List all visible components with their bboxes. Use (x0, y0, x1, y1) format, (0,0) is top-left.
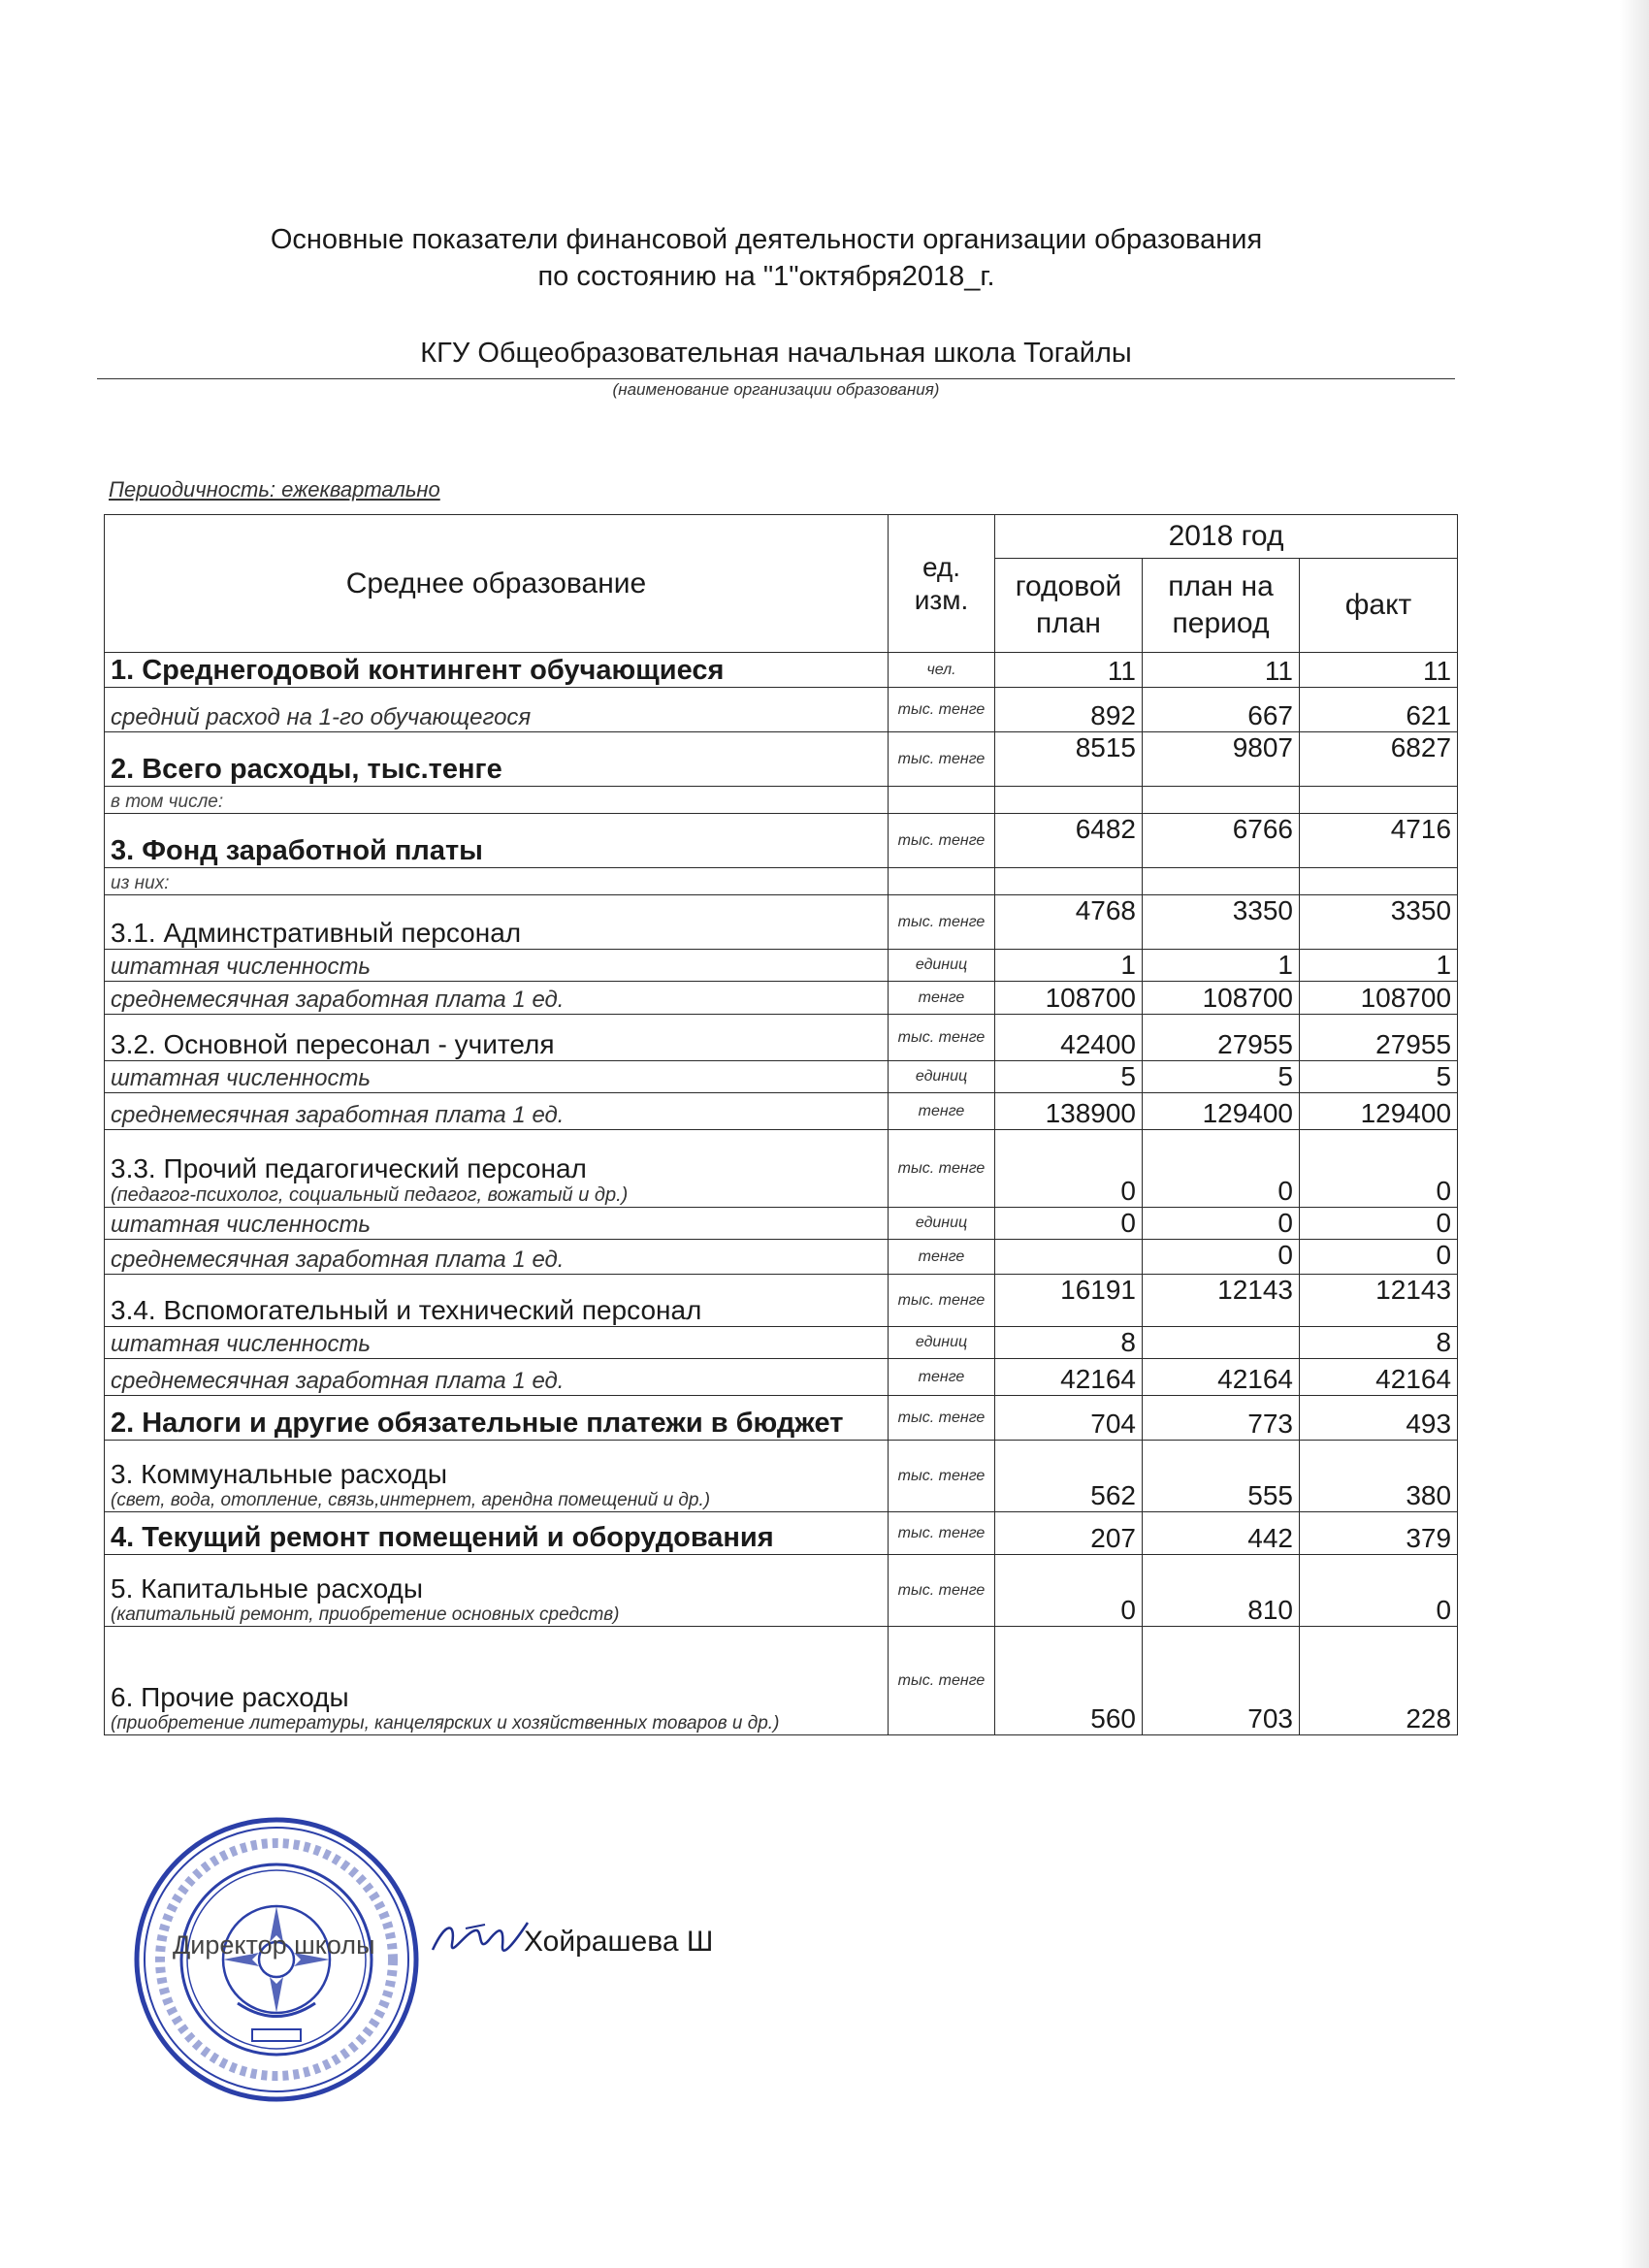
cell-fact: 3350 (1300, 895, 1458, 950)
cell-period (1143, 1327, 1300, 1359)
table-row (105, 787, 1458, 814)
row-unit: тыс. тенге (889, 732, 995, 787)
row-unit: тенге (889, 1093, 995, 1130)
row-label: 1. Среднегодовой контингент обучающиеся (111, 655, 725, 686)
table-row (105, 868, 1458, 895)
row-note: (педагог-психолог, социальный педагог, вожатый и др.) (111, 1184, 629, 1206)
row-note: (приобретение литературы, канцелярских и хозяйственных товаров и др.) (111, 1713, 780, 1733)
row-label: 3.2. Основной пересонал - учителя (111, 1029, 555, 1059)
row-unit: тенге (889, 1359, 995, 1396)
row-unit: тыс. тенге (889, 688, 995, 732)
document-title (252, 221, 1280, 295)
table-row (105, 688, 1458, 732)
cell-annual (995, 868, 1143, 895)
cell-fact: 0 (1300, 1240, 1458, 1275)
row-label: штатная численность (111, 1212, 372, 1238)
cell-fact: 0 (1300, 1130, 1458, 1208)
financial-table (104, 514, 1458, 1735)
cell-fact: 12143 (1300, 1275, 1458, 1327)
title-line-1: Основные показатели финансовой деятельности организации образования (270, 224, 1263, 255)
row-unit: тыс. тенге (889, 1512, 995, 1555)
cell-fact (1300, 868, 1458, 895)
periodicity-label: Периодичность: ежеквартально (109, 477, 440, 502)
cell-period: 27955 (1143, 1015, 1300, 1061)
cell-period: 0 (1143, 1240, 1300, 1275)
cell-period: 11 (1143, 653, 1300, 688)
cell-annual: 892 (995, 688, 1143, 732)
row-unit: тенге (889, 1240, 995, 1275)
table-row (105, 814, 1458, 868)
row-label: 5. Капитальные расходы (111, 1573, 424, 1604)
cell-fact: 379 (1300, 1512, 1458, 1555)
row-label: штатная численность (111, 1331, 372, 1357)
cell-period: 3350 (1143, 895, 1300, 950)
row-unit: тыс. тенге (889, 1015, 995, 1061)
cell-period: 5 (1143, 1061, 1300, 1093)
row-unit: единиц (889, 1061, 995, 1093)
cell-period: 108700 (1143, 982, 1300, 1015)
scan-edge (1620, 0, 1649, 2268)
cell-period: 703 (1143, 1627, 1300, 1735)
cell-fact: 8 (1300, 1327, 1458, 1359)
table-row (105, 1396, 1458, 1441)
row-unit: чел. (889, 653, 995, 688)
table-row (105, 1208, 1458, 1240)
cell-annual: 5 (995, 1061, 1143, 1093)
cell-period: 0 (1143, 1130, 1300, 1208)
organization-caption: (наименование организации образования) (612, 380, 940, 399)
cell-fact: 27955 (1300, 1015, 1458, 1061)
row-unit: тыс. тенге (889, 1627, 995, 1735)
cell-period: 12143 (1143, 1275, 1300, 1327)
row-label: 3.3. Прочий педагогический персонал (111, 1153, 587, 1183)
row-label: 6. Прочие расходы (111, 1682, 349, 1712)
cell-period: 667 (1143, 688, 1300, 732)
cell-annual: 8515 (995, 732, 1143, 787)
table-row (105, 895, 1458, 950)
cell-fact: 1 (1300, 950, 1458, 982)
table-row (105, 732, 1458, 787)
row-note: (свет, вода, отопление, связь,интернет, арендна помещений и др.) (111, 1490, 711, 1510)
header-unit: ед. изм. (889, 515, 995, 653)
row-unit: тыс. тенге (889, 895, 995, 950)
row-unit: тыс. тенге (889, 814, 995, 868)
cell-annual: 560 (995, 1627, 1143, 1735)
cell-fact: 129400 (1300, 1093, 1458, 1130)
row-note: (капитальный ремонт, приобретение основных средств) (111, 1604, 620, 1625)
row-label: 4. Текущий ремонт помещений и оборудования (111, 1522, 774, 1553)
cell-period: 442 (1143, 1512, 1300, 1555)
row-unit: тыс. тенге (889, 1441, 995, 1512)
cell-period: 773 (1143, 1396, 1300, 1441)
header-period-plan: план на период (1143, 559, 1300, 653)
cell-annual (995, 1240, 1143, 1275)
table-row (105, 950, 1458, 982)
table-row (105, 1512, 1458, 1555)
cell-annual: 6482 (995, 814, 1143, 868)
organization-name: КГУ Общеобразовательная начальная школа Тогайлы (420, 338, 1132, 369)
table-row (105, 1327, 1458, 1359)
cell-period: 42164 (1143, 1359, 1300, 1396)
cell-fact: 0 (1300, 1555, 1458, 1627)
cell-period (1143, 868, 1300, 895)
row-label: 2. Налоги и другие обязательные платежи в бюджет (111, 1408, 844, 1439)
cell-annual: 1 (995, 950, 1143, 982)
row-label: 3.4. Вспомогательный и технический персонал (111, 1295, 702, 1325)
table-row (105, 1275, 1458, 1327)
title-line-2: по состоянию на "1"октября2018_г. (537, 261, 995, 292)
cell-period: 555 (1143, 1441, 1300, 1512)
cell-fact (1300, 787, 1458, 814)
row-label: 3. Фонд заработной платы (111, 835, 483, 866)
cell-period: 1 (1143, 950, 1300, 982)
row-unit: тенге (889, 982, 995, 1015)
table-row (105, 1130, 1458, 1208)
row-label: штатная численность (111, 954, 372, 980)
cell-fact: 621 (1300, 688, 1458, 732)
row-unit: тыс. тенге (889, 1130, 995, 1208)
row-label: средний расход на 1-го обучающегося (111, 704, 532, 730)
row-label: среднемесячная заработная плата 1 ед. (111, 1247, 565, 1273)
row-label: из них: (111, 873, 170, 893)
cell-annual: 138900 (995, 1093, 1143, 1130)
cell-annual: 11 (995, 653, 1143, 688)
cell-fact: 228 (1300, 1627, 1458, 1735)
cell-fact: 11 (1300, 653, 1458, 688)
table-row (105, 1093, 1458, 1130)
table-row (105, 1015, 1458, 1061)
cell-annual: 0 (995, 1555, 1143, 1627)
cell-period: 810 (1143, 1555, 1300, 1627)
row-label: среднемесячная заработная плата 1 ед. (111, 1102, 565, 1128)
row-unit: тыс. тенге (889, 1555, 995, 1627)
table-row (105, 1359, 1458, 1396)
cell-fact: 493 (1300, 1396, 1458, 1441)
cell-annual (995, 787, 1143, 814)
cell-annual: 704 (995, 1396, 1143, 1441)
organization-underline (97, 378, 1455, 379)
cell-period (1143, 787, 1300, 814)
table-row (105, 982, 1458, 1015)
row-label: среднемесячная заработная плата 1 ед. (111, 987, 565, 1013)
row-unit (889, 787, 995, 814)
row-unit: единиц (889, 950, 995, 982)
row-unit: единиц (889, 1208, 995, 1240)
director-name: Хойрашева Ш (524, 1926, 714, 1958)
table-row (105, 1441, 1458, 1512)
signature-icon (427, 1911, 534, 1969)
cell-annual: 42400 (995, 1015, 1143, 1061)
table-row (105, 1555, 1458, 1627)
cell-fact: 5 (1300, 1061, 1458, 1093)
row-unit: тыс. тенге (889, 1396, 995, 1441)
director-label: Директор школы (173, 1930, 375, 1960)
header-annual-plan: годовой план (995, 559, 1143, 653)
cell-fact: 42164 (1300, 1359, 1458, 1396)
row-label: среднемесячная заработная плата 1 ед. (111, 1368, 565, 1394)
cell-annual: 16191 (995, 1275, 1143, 1327)
cell-fact: 4716 (1300, 814, 1458, 868)
cell-annual: 562 (995, 1441, 1143, 1512)
cell-annual: 108700 (995, 982, 1143, 1015)
header-year: 2018 год (995, 515, 1458, 559)
row-label: 2. Всего расходы, тыс.тенге (111, 754, 502, 785)
cell-annual: 8 (995, 1327, 1143, 1359)
table-row (105, 1240, 1458, 1275)
row-label: в том числе: (111, 792, 224, 812)
row-unit (889, 868, 995, 895)
cell-fact: 6827 (1300, 732, 1458, 787)
row-label: 3.1. Админстративный персонал (111, 918, 522, 948)
cell-annual: 0 (995, 1208, 1143, 1240)
cell-period: 0 (1143, 1208, 1300, 1240)
cell-annual: 0 (995, 1130, 1143, 1208)
cell-fact: 0 (1300, 1208, 1458, 1240)
cell-period: 9807 (1143, 732, 1300, 787)
cell-fact: 380 (1300, 1441, 1458, 1512)
table-row (105, 1627, 1458, 1735)
cell-annual: 4768 (995, 895, 1143, 950)
cell-period: 129400 (1143, 1093, 1300, 1130)
cell-annual: 207 (995, 1512, 1143, 1555)
row-label: 3. Коммунальные расходы (111, 1459, 447, 1489)
cell-period: 6766 (1143, 814, 1300, 868)
cell-annual: 42164 (995, 1359, 1143, 1396)
cell-fact: 108700 (1300, 982, 1458, 1015)
row-label: штатная численность (111, 1065, 372, 1091)
header-fact: факт (1300, 559, 1458, 653)
table-row (105, 653, 1458, 688)
row-unit: тыс. тенге (889, 1275, 995, 1327)
table-row (105, 1061, 1458, 1093)
header-name: Среднее образование (105, 515, 889, 653)
row-unit: единиц (889, 1327, 995, 1359)
